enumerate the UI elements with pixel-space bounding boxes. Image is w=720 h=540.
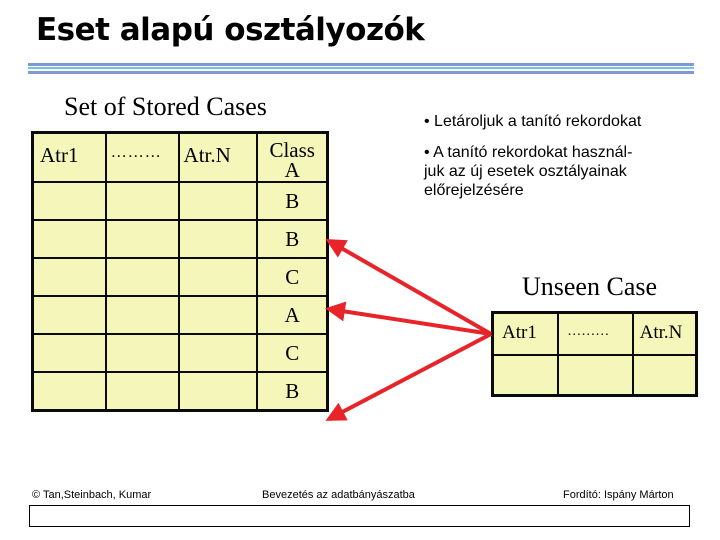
bullet-item: • A tanító rekordokat használ- juk az új esetek osztályainak előrejelzésére [424, 144, 633, 199]
stored-header-atrn: Atr.N [179, 133, 258, 183]
unseen-header-atrn: Atr.N [633, 313, 697, 356]
class-value: B [285, 379, 300, 403]
unseen-header-atr1: Atr1 [493, 313, 559, 356]
footer-authors: © Tan,Steinbach, Kumar [32, 489, 152, 501]
class-value: B [285, 227, 300, 251]
stored-header-atr1: Atr1 [33, 133, 106, 183]
class-value: A [284, 303, 300, 327]
arrow-to-class-b2 [329, 334, 491, 419]
stored-cases-title: Set of Stored Cases [64, 92, 267, 121]
class-value: B [285, 189, 300, 213]
class-value: C [285, 265, 300, 289]
stored-header-class: Class A [257, 133, 327, 183]
class-value: C [285, 341, 300, 365]
unseen-header-ellipsis: ……… [558, 313, 632, 356]
footer-translator: Fordító: Ispány Márton [563, 489, 674, 501]
stored-header-ellipsis: ……… [106, 133, 179, 183]
footer-bar [29, 505, 690, 527]
slide-title: Eset alapú osztályozók [36, 12, 425, 48]
footer-course: Bevezetés az adatbányászatba [262, 489, 415, 501]
unseen-case-title: Unseen Case [522, 272, 658, 301]
class-value: A [284, 158, 300, 182]
bullet-item: • Letároljuk a tanító rekordokat [424, 113, 642, 130]
